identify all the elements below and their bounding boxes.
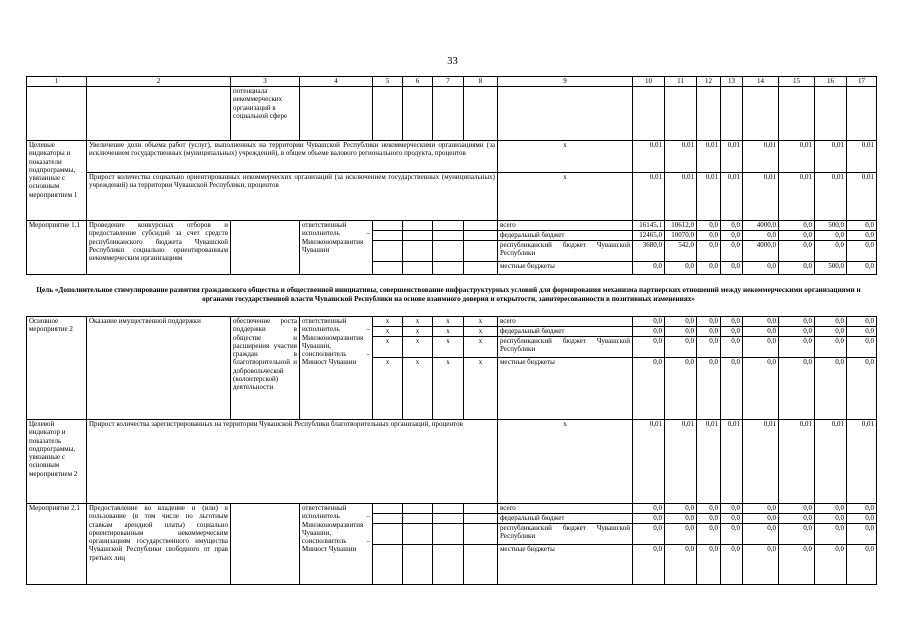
main-event-goal: обеспечение роста поддержки в обществе и расширения участия граждан в благотворительной и добровольческой (волонтерской) деятельности: [231, 317, 300, 420]
funding-value: 0,0: [779, 221, 815, 231]
funding-source: местные бюджеты: [498, 358, 633, 420]
empty-cell: [433, 504, 464, 514]
funding-value: 0,0: [721, 327, 743, 337]
funding-value: 0,0: [697, 241, 721, 262]
event-label: Мероприятие 2.1: [27, 504, 87, 585]
empty-cell: [373, 545, 403, 585]
funding-value: 0,0: [665, 514, 697, 524]
column-number: 6: [403, 77, 433, 87]
x-mark: x: [464, 337, 498, 358]
funding-value: 0,0: [815, 337, 847, 358]
empty-cell: [433, 524, 464, 545]
column-number: 2: [87, 77, 231, 87]
column-number: 1: [27, 77, 87, 87]
main-event-label: Основное мероприятие 2: [27, 317, 87, 420]
funding-value: 0,0: [633, 337, 665, 358]
indicator-value: 0,01: [697, 173, 721, 221]
goal-heading: Цель «Дополнительное стимулирование развития гражданского общества и общественной инициативы, совершенствование инфраструктурных условий для формирования механизма партнерских отношений между некоммерческими организациями и органами государственной власти Чувашской Республики на основе взаимного доверия и открытости, заинтересованности в позитивных изменениях»: [36, 286, 861, 303]
funding-value: 0,0: [633, 514, 665, 524]
funding-source: всего: [498, 504, 633, 514]
column-number: 9: [498, 77, 633, 87]
empty-cell: [373, 514, 403, 524]
indicator-value: 0,01: [779, 420, 815, 504]
funding-source: местные бюджеты: [498, 545, 633, 585]
indicator-value: 0,01: [743, 141, 779, 173]
funding-value: 542,0: [665, 241, 697, 262]
empty-cell: [433, 514, 464, 524]
event-text: Предоставление во владение и (или) в пользование (в том числе по льготным ставкам арендной платы) социально ориентированным некоммерческим организациям государственного имущества Чувашской Республики свободного от прав третьих лиц: [87, 504, 231, 585]
column-number: 13: [721, 77, 743, 87]
empty-cell: [403, 545, 433, 585]
table-row: [27, 87, 877, 141]
funding-value: 0,0: [665, 337, 697, 358]
funding-value: 500,0: [815, 262, 847, 275]
empty-cell: [403, 231, 433, 241]
funding-value: 0,0: [847, 262, 877, 275]
funding-value: 0,0: [665, 545, 697, 585]
x-mark: x: [464, 327, 498, 337]
funding-value: 0,0: [815, 358, 847, 420]
empty-cell: [464, 231, 498, 241]
column-number: 11: [665, 77, 697, 87]
funding-value: 0,0: [665, 358, 697, 420]
indicator-x: x: [498, 173, 633, 221]
x-mark: x: [433, 327, 464, 337]
funding-value: 0,0: [633, 317, 665, 327]
indicator-value: 0,01: [697, 420, 721, 504]
x-mark: x: [433, 337, 464, 358]
indicator-label: Целевой индикатор и показатель подпрограммы, увязанные с основным мероприятием 2: [27, 420, 87, 504]
indicator-value: 0,01: [721, 141, 743, 173]
column-number: 12: [697, 77, 721, 87]
x-mark: x: [403, 358, 433, 420]
funding-value: 0,0: [665, 327, 697, 337]
table-row: [27, 221, 877, 231]
funding-value: 0,0: [665, 504, 697, 514]
indicator-value: 0,01: [665, 173, 697, 221]
indicator-value: 0,01: [779, 141, 815, 173]
funding-value: 0,0: [665, 524, 697, 545]
budget-table-part-2: [26, 316, 877, 585]
funding-value: 0,0: [743, 545, 779, 585]
column-number: 5: [373, 77, 403, 87]
x-mark: x: [373, 358, 403, 420]
funding-value: 0,0: [847, 514, 877, 524]
funding-value: 0,0: [665, 262, 697, 275]
main-event-executor: ответственный исполнитель – Минэкономразвития Чувашии, соисполнитель – Минюст Чувашии: [300, 317, 373, 420]
funding-value: 0,0: [779, 504, 815, 514]
x-mark: x: [373, 337, 403, 358]
funding-value: 0,0: [743, 504, 779, 514]
funding-value: 3680,0: [633, 241, 665, 262]
x-mark: x: [373, 317, 403, 327]
funding-value: 0,0: [847, 337, 877, 358]
funding-value: 0,0: [721, 504, 743, 514]
funding-value: 0,0: [743, 524, 779, 545]
funding-value: 0,0: [743, 514, 779, 524]
x-mark: x: [464, 317, 498, 327]
indicator-value: 0,01: [665, 141, 697, 173]
funding-value: 0,0: [697, 358, 721, 420]
funding-value: 0,0: [815, 524, 847, 545]
indicator-text: Прирост количества социально ориентированных некоммерческих организаций (за исключением государственных (муниципальных) учреждений) на территории Чувашской Республики, процентов: [87, 173, 498, 221]
funding-value: 4000,0: [743, 221, 779, 231]
empty-cell: [464, 262, 498, 275]
funding-value: 0,0: [743, 317, 779, 327]
empty-cell: [403, 524, 433, 545]
funding-value: 0,0: [721, 358, 743, 420]
funding-value: 0,0: [743, 358, 779, 420]
table-row: [27, 317, 877, 327]
funding-source: всего: [498, 317, 633, 327]
funding-value: 0,0: [697, 221, 721, 231]
indicator-value: 0,01: [779, 173, 815, 221]
empty-cell: [433, 262, 464, 275]
funding-value: 0,0: [779, 241, 815, 262]
funding-value: 0,0: [847, 327, 877, 337]
funding-source: федеральный бюджет: [498, 327, 633, 337]
funding-value: 0,0: [697, 504, 721, 514]
funding-value: 0,0: [847, 221, 877, 231]
event-text: Проведение конкурсных отборов и предоставление субсидий за счет средств республиканского бюджета Чувашской Республики социально ориентированным некоммерческим организациям: [87, 221, 231, 275]
event-label: Мероприятие 1.1: [27, 221, 87, 275]
funding-source: республиканский бюджет Чувашской Республики: [498, 337, 633, 358]
funding-value: 0,0: [847, 231, 877, 241]
indicator-row: [27, 141, 877, 173]
funding-value: 0,0: [721, 524, 743, 545]
funding-value: 0,0: [743, 262, 779, 275]
indicator-text: Прирост количества зарегистрированных на территории Чувашской Республики благотворительных организаций, процентов: [87, 420, 498, 504]
main-event-text: Оказание имущественной поддержки: [87, 317, 231, 420]
x-mark: x: [403, 317, 433, 327]
indicator-value: 0,01: [815, 420, 847, 504]
funding-value: 0,0: [779, 262, 815, 275]
funding-value: 0,0: [697, 317, 721, 327]
x-mark: x: [403, 337, 433, 358]
indicator-value: 0,01: [721, 420, 743, 504]
indicator-value: 0,01: [815, 141, 847, 173]
indicator-x: x: [498, 141, 633, 173]
indicator-x: x: [498, 420, 633, 504]
funding-value: 0,0: [779, 524, 815, 545]
column-number: 3: [231, 77, 300, 87]
funding-value: 0,0: [815, 317, 847, 327]
funding-source: республиканский бюджет Чувашской Республики: [498, 241, 633, 262]
funding-value: 0,0: [847, 317, 877, 327]
indicator-value: 0,01: [633, 173, 665, 221]
funding-value: 0,0: [743, 231, 779, 241]
funding-value: 10070,0: [665, 231, 697, 241]
funding-value: 0,0: [633, 327, 665, 337]
funding-value: 0,0: [721, 231, 743, 241]
funding-value: 0,0: [665, 317, 697, 327]
funding-value: 500,0: [815, 221, 847, 231]
empty-cell: [373, 241, 403, 262]
funding-value: 0,0: [633, 545, 665, 585]
column-number: 7: [433, 77, 464, 87]
indicator-label: Целевые индикаторы и показатели подпрограммы, увязанные с основным мероприятием 1: [27, 141, 87, 221]
x-mark: x: [464, 358, 498, 420]
empty-cell: [433, 241, 464, 262]
column-number: 16: [815, 77, 847, 87]
indicator-value: 0,01: [721, 173, 743, 221]
event-goal-cell: потенциала некоммерческих организаций в социальной сфере: [231, 87, 300, 141]
indicator-value: 0,01: [743, 420, 779, 504]
empty-cell: [464, 545, 498, 585]
empty-cell: [433, 545, 464, 585]
funding-value: 0,0: [779, 327, 815, 337]
funding-value: 0,0: [633, 504, 665, 514]
column-number: 10: [633, 77, 665, 87]
funding-value: 0,0: [847, 241, 877, 262]
indicator-value: 0,01: [665, 420, 697, 504]
funding-value: 0,0: [697, 524, 721, 545]
funding-value: 0,0: [779, 545, 815, 585]
column-number-row: [27, 77, 877, 87]
funding-value: 16145,1: [633, 221, 665, 231]
event-executor: ответственный исполнитель – Минэкономразвития Чувашии, соисполнитель – Минюст Чувашии: [300, 504, 373, 585]
funding-value: 0,0: [697, 262, 721, 275]
funding-value: 0,0: [721, 545, 743, 585]
indicator-value: 0,01: [633, 420, 665, 504]
empty-cell: [464, 241, 498, 262]
indicator-value: 0,01: [847, 173, 877, 221]
funding-value: 0,0: [721, 241, 743, 262]
funding-value: 0,0: [743, 327, 779, 337]
x-mark: x: [433, 317, 464, 327]
funding-value: 0,0: [633, 358, 665, 420]
funding-value: 0,0: [815, 231, 847, 241]
funding-value: 0,0: [721, 317, 743, 327]
funding-value: 0,0: [815, 504, 847, 514]
column-number: 8: [464, 77, 498, 87]
funding-value: 0,0: [697, 231, 721, 241]
empty-cell: [403, 221, 433, 231]
column-number: 17: [847, 77, 877, 87]
empty-cell: [373, 221, 403, 231]
funding-value: 0,0: [721, 262, 743, 275]
indicator-value: 0,01: [697, 141, 721, 173]
funding-value: 0,0: [721, 514, 743, 524]
indicator-value: 0,01: [743, 173, 779, 221]
empty-cell: [373, 262, 403, 275]
funding-value: 0,0: [847, 524, 877, 545]
funding-value: 0,0: [815, 545, 847, 585]
column-number: 4: [300, 77, 373, 87]
funding-value: 0,0: [779, 337, 815, 358]
funding-value: 0,0: [847, 358, 877, 420]
table-row: [27, 504, 877, 514]
funding-source: федеральный бюджет: [498, 514, 633, 524]
indicator-text: Увеличение доли объема работ (услуг), выполненных на территории Чувашской Республики некоммерческими организациями (за исключением государственных (муниципальных) учреждений), в общем объеме валового регионального продукта, процентов: [87, 141, 498, 173]
indicator-row: [27, 420, 877, 504]
empty-cell: [464, 221, 498, 231]
column-number: 15: [779, 77, 815, 87]
indicator-value: 0,01: [815, 173, 847, 221]
empty-cell: [433, 221, 464, 231]
funding-value: 0,0: [779, 514, 815, 524]
x-mark: x: [373, 327, 403, 337]
x-mark: x: [403, 327, 433, 337]
indicator-value: 0,01: [633, 141, 665, 173]
empty-cell: [464, 514, 498, 524]
indicator-row: [27, 173, 877, 221]
funding-value: 0,0: [779, 358, 815, 420]
funding-value: 0,0: [847, 545, 877, 585]
indicator-value: 0,01: [847, 141, 877, 173]
empty-cell: [464, 504, 498, 514]
indicator-value: 0,01: [847, 420, 877, 504]
funding-value: 0,0: [697, 545, 721, 585]
funding-value: 10612,0: [665, 221, 697, 231]
funding-source: всего: [498, 221, 633, 231]
empty-cell: [373, 524, 403, 545]
empty-cell: [373, 504, 403, 514]
funding-value: 0,0: [721, 337, 743, 358]
event-executor: ответственный исполнитель – Минэкономразвития Чувашии: [300, 221, 373, 275]
column-number: 14: [743, 77, 779, 87]
funding-value: 0,0: [633, 262, 665, 275]
empty-cell: [433, 231, 464, 241]
funding-value: 0,0: [815, 241, 847, 262]
budget-table-part-1: [26, 76, 877, 275]
funding-value: 12465,0: [633, 231, 665, 241]
page-number: 33: [447, 56, 458, 67]
funding-source: федеральный бюджет: [498, 231, 633, 241]
event-goal-cell: [231, 221, 300, 275]
empty-cell: [403, 504, 433, 514]
empty-cell: [403, 262, 433, 275]
x-mark: x: [433, 358, 464, 420]
funding-value: 0,0: [697, 514, 721, 524]
funding-value: 0,0: [697, 337, 721, 358]
funding-value: 0,0: [815, 514, 847, 524]
empty-cell: [403, 514, 433, 524]
empty-cell: [373, 231, 403, 241]
funding-value: 0,0: [721, 221, 743, 231]
funding-value: 0,0: [779, 317, 815, 327]
funding-value: 0,0: [847, 504, 877, 514]
funding-value: 0,0: [779, 231, 815, 241]
funding-value: 0,0: [815, 327, 847, 337]
funding-value: 0,0: [633, 524, 665, 545]
empty-cell: [464, 524, 498, 545]
funding-source: местные бюджеты: [498, 262, 633, 275]
funding-value: 0,0: [697, 327, 721, 337]
event-goal-cell: [231, 504, 300, 585]
funding-source: республиканский бюджет Чувашской Республики: [498, 524, 633, 545]
empty-cell: [403, 241, 433, 262]
funding-value: 4000,0: [743, 241, 779, 262]
funding-value: 0,0: [743, 337, 779, 358]
